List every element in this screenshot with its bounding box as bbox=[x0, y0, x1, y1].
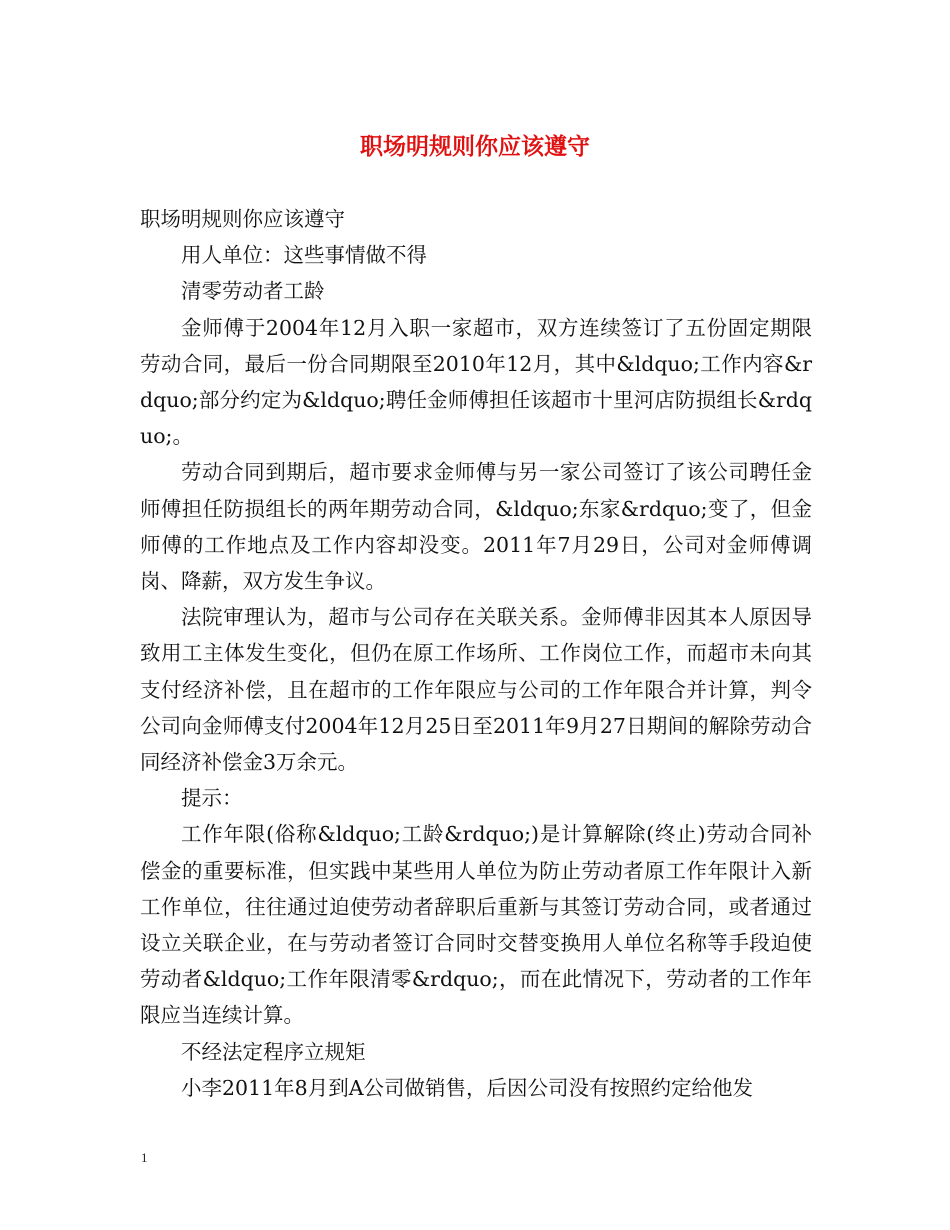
paragraph-5: 劳动合同到期后，超市要求金师傅与另一家公司签订了该公司聘任金师傅担任防损组长的两年期劳动合同，&ldquo;东家&rdquo;变了，但金师傅的工作地点及工作内容却没变。2011年7月29日，公司对金师傅调岗、降薪，双方发生争议。 bbox=[140, 460, 812, 594]
document-title: 职场明规则你应该遵守 bbox=[360, 133, 590, 160]
paragraph-3: 清零劳动者工龄 bbox=[181, 279, 325, 304]
paragraph-1: 职场明规则你应该遵守 bbox=[140, 207, 345, 231]
paragraph-9: 不经法定程序立规矩 bbox=[181, 1039, 366, 1064]
page-number: 1 bbox=[141, 1150, 148, 1165]
paragraph-7: 提示： bbox=[181, 786, 243, 811]
document-body bbox=[140, 201, 812, 1106]
paragraph-4: 金师傅于2004年12月入职一家超市，双方连续签订了五份固定期限劳动合同，最后一份合同期限至2010年12月，其中&ldquo;工作内容&rdquo;部分约定为&ldquo;聘任金师傅担任该超市十里河店防损组长&rdquo;。 bbox=[140, 315, 812, 449]
paragraph-10: 小李2011年8月到A公司做销售，后因公司没有按照约定给他发 bbox=[181, 1075, 754, 1100]
paragraph-8: 工作年限(俗称&ldquo;工龄&rdquo;)是计算解除(终止)劳动合同补偿金的重要标准，但实践中某些用人单位为防止劳动者原工作年限计入新工作单位，往往通过迫使劳动者辞职后重新与其签订劳动合同，或者通过设立关联企业，在与劳动者签订合同时交替变换用人单位名称等手段迫使劳动者&ldquo;工作年限清零&rdquo;，而在此情况下，劳动者的工作年限应当连续计算。 bbox=[140, 822, 812, 1028]
paragraph-6: 法院审理认为，超市与公司存在关联关系。金师傅非因其本人原因导致用工主体发生变化，但仍在原工作场所、工作岗位工作，而超市未向其支付经济补偿，且在超市的工作年限应与公司的工作年限合并计算，判令公司向金师傅支付2004年12月25日至2011年9月27日期间的解除劳动合同经济补偿金3万余元。 bbox=[140, 605, 812, 775]
paragraph-2: 用人单位：这些事情做不得 bbox=[181, 243, 427, 268]
